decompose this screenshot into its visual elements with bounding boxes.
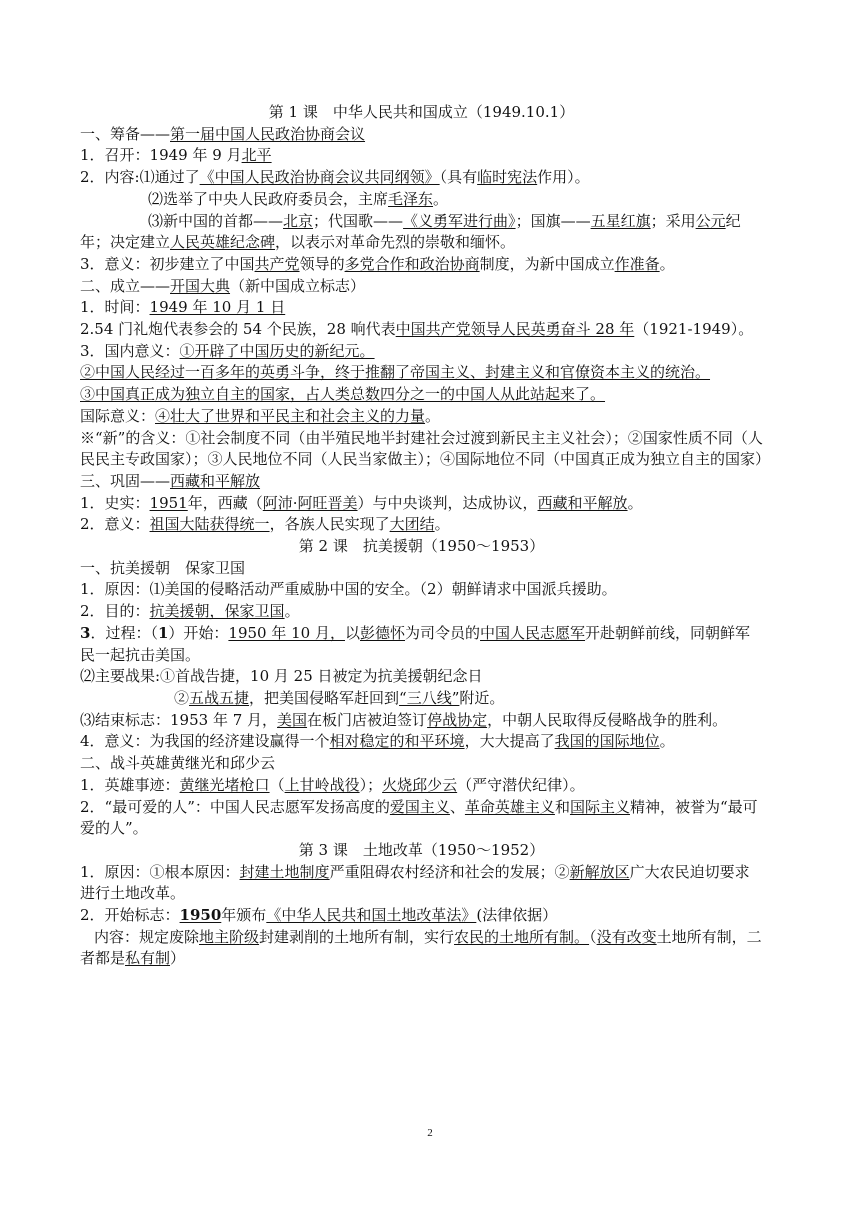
text-paragraph: 1．原因：①根本原因：封建土地制度严重阻碍农村经济和社会的发展；②新解放区广大农民迫切要求进行土地改革。 [80, 862, 750, 903]
section-heading: 一、抗美援朝 保家卫国 [80, 558, 246, 577]
lesson-1-title [80, 102, 763, 124]
section-heading: 一、筹备——第一届中国人民政治协商会议 [80, 124, 366, 143]
text-line: 2．目的：抗美援朝，保家卫国。 [80, 602, 300, 621]
text-line: 2．内容:⑴通过了《中国人民政治协商会议共同纲领》（具有临时宪法作用）。 [80, 168, 590, 187]
text-paragraph: ⑶结束标志：1953 年 7 月，美国在板门店被迫签订停战协定，中朝人民取得反侵略战争的胜利。 [80, 710, 728, 729]
text-line: ⑵选举了中央人民政府委员会，主席毛泽东。 [148, 189, 449, 208]
text-paragraph: 2.54 门礼炮代表参会的 54 个民族，28 响代表中国共产党领导人民英勇奋斗 28 年（1921-1949）。 [80, 320, 754, 339]
text-line: 3．国内意义：①开辟了中国历史的新纪元。 [80, 341, 375, 360]
document-body [80, 102, 771, 970]
text-line: ②五战五捷，把美国侵略军赶回到“三八线”附近。 [174, 688, 505, 707]
text-line: ③中国真正成为独立自主的国家，占人类总数四分之一的中国人从此站起来了。 [80, 385, 606, 404]
lesson-title-text: 第 1 课 中华人民共和国成立（1949.10.1） [268, 103, 575, 121]
text-paragraph: 2．“最可爱的人”：中国人民志愿军发扬高度的爱国主义、革命英雄主义和国际主义精神，被誉为“最可爱的人”。 [80, 797, 758, 838]
page-number: 2 [427, 1127, 433, 1139]
text-line: 1．英雄事迹：黄继光堵枪口（上甘岭战役）；火烧邱少云（严守潜伏纪律）。 [80, 775, 585, 794]
lesson-title-text: 第 2 课 抗美援朝（1950～1953） [298, 537, 545, 556]
lesson-2-title [80, 536, 763, 558]
text-paragraph: 内容：规定废除地主阶级封建剥削的土地所有制，实行农民的土地所有制。（没有改变土地所有制，二者都是私有制） [80, 927, 762, 968]
text-line: 1．时间：1949 年 10 月 1 日 [80, 298, 286, 317]
section-heading: 二、战斗英雄黄继光和邱少云 [80, 754, 276, 773]
text-line: 3．意义：初步建立了中国共产党领导的多党合作和政治协商制度，为新中国成立作准备。 [80, 254, 675, 273]
text-line: 2．开始标志：1950年颁布《中华人民共和国土地改革法》(法律依据） [80, 906, 558, 925]
text-paragraph: ※“新”的含义：①社会制度不同（由半殖民地半封建社会过渡到新民主主义社会）；②国家性质不同（人民民主专政国家）；③人民地位不同（人民当家做主）；④国际地位不同（中国真正成为独立自主的国家） [80, 428, 771, 469]
section-heading: 二、成立——开国大典（新中国成立标志） [80, 276, 366, 295]
text-paragraph: ②中国人民经过一百多年的英勇斗争，终于推翻了帝国主义、封建主义和官僚资本主义的统治。 [80, 363, 711, 382]
text-paragraph: 3．过程：（1）开始：1950 年 10 月，以彭德怀为司令员的中国人民志愿军开赴朝鲜前线，同朝鲜军民一起抗击美国。 [80, 623, 751, 664]
text-paragraph: ⑶新中国的首都——北京；代国歌——《义勇军进行曲》；国旗——五星红旗；采用公元纪年；决定建立人民英雄纪念碑，以表示对革命先烈的崇敬和缅怀。 [80, 211, 741, 252]
text-line: 4．意义：为我国的经济建设赢得一个相对稳定的和平环境，大大提高了我国的国际地位。 [80, 732, 675, 751]
section-heading: 三、巩固——西藏和平解放 [80, 471, 261, 490]
lesson-title-text: 第 3 课 土地改革（1950～1952） [298, 840, 545, 859]
lesson-3-title [80, 840, 763, 862]
text-line: 1．原因：⑴美国的侵略活动严重威胁中国的安全。（2）朝鲜请求中国派兵援助。 [80, 580, 617, 599]
text-line: 国际意义：④壮大了世界和平民主和社会主义的力量。 [80, 406, 441, 425]
text-line: 1．史实：1951年，西藏（阿沛·阿旺晋美）与中央谈判，达成协议，西藏和平解放。 [80, 493, 643, 512]
text-line: ⑵主要战果:①首战告捷，10 月 25 日被定为抗美援朝纪念日 [80, 667, 483, 686]
text-line: 1．召开：1949 年 9 月北平 [80, 146, 272, 165]
text-line: 2．意义：祖国大陆获得统一，各族人民实现了大团结。 [80, 515, 450, 534]
